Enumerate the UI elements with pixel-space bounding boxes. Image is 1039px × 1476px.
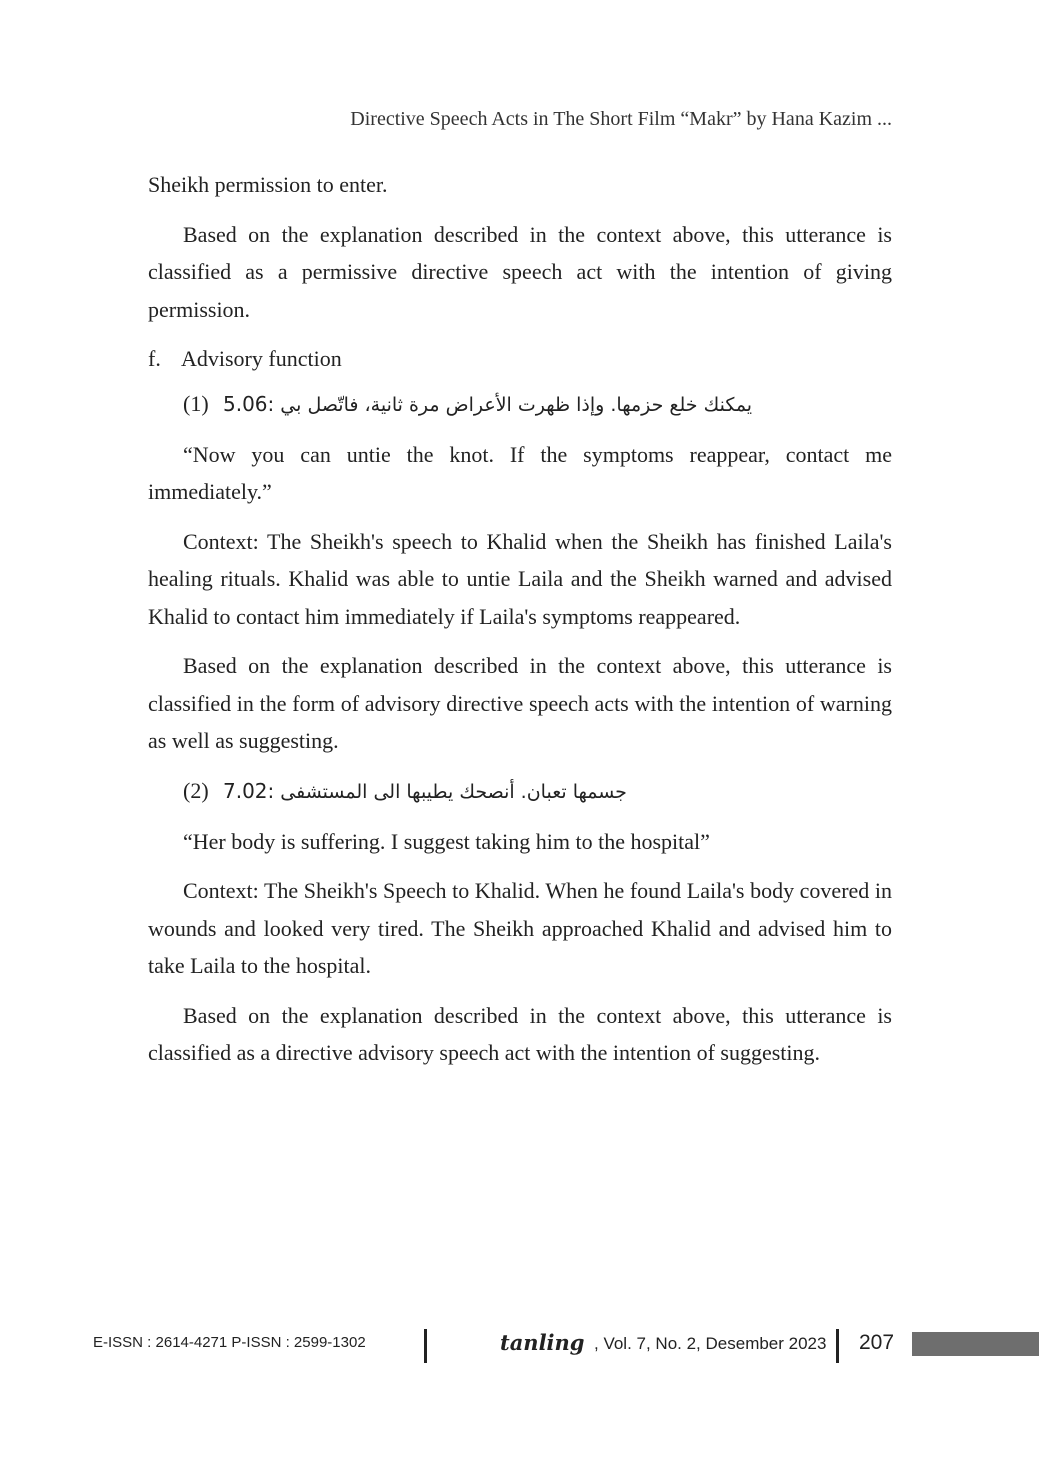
example-timestamp: 5.06: <box>223 391 275 416</box>
paragraph-continuation: Sheikh permission to enter. <box>148 172 388 197</box>
example-number: (1) <box>183 390 209 416</box>
subheading-label: Advisory function <box>181 346 342 371</box>
footer-bar <box>912 1332 1039 1356</box>
example-2 <box>183 772 892 811</box>
translation-1: “Now you can untie the knot. If the symptoms reappear, contact me immediately.” <box>148 441 892 504</box>
paragraph-conclusion-1: Based on the explanation described in the context above, this utterance is classified in the form of advisory directive speech acts with the intention of warning as well as suggesting. <box>148 653 892 753</box>
arabic-utterance: يمكنك خلع حزمها. وإذا ظهرت الأعراض مرة ثانية، فاتّصل بي <box>280 393 753 416</box>
example-1 <box>183 385 892 424</box>
footer-divider <box>836 1329 839 1363</box>
issn-text: E-ISSN : 2614-4271 P-ISSN : 2599-1302 <box>93 1334 366 1351</box>
paragraph-conclusion-permission: Based on the explanation described in the context above, this utterance is classified as a permissive directive speech act with the intention of giving permission. <box>148 221 892 322</box>
example-timestamp: 7.02: <box>223 778 275 803</box>
page-number: 207 <box>859 1331 895 1354</box>
running-head: Directive Speech Acts in The Short Film “Makr” by Hana Kazim ... <box>350 108 892 130</box>
page-footer <box>0 1326 1039 1366</box>
body-text <box>148 166 892 1084</box>
section-subheading <box>148 340 892 378</box>
translation-2: “Her body is suffering. I suggest taking him to the hospital” <box>183 828 710 854</box>
arabic-utterance: جسمها تعبان. أنصحك يطيبها الى المستشفى <box>280 780 627 803</box>
footer-divider <box>424 1329 427 1363</box>
context-1: Context: The Sheikh's speech to Khalid when the Sheikh has finished Laila's healing rituals. Khalid was able to untie Laila and the Sheikh warned and advised Khalid to contact him immediately if Laila's symptoms reappeared. <box>148 528 892 629</box>
journal-logo: tanling <box>500 1330 585 1355</box>
subheading-marker: f. <box>148 346 161 371</box>
context-2: Context: The Sheikh's Speech to Khalid. When he found Laila's body covered in wounds and looked very tired. The Sheikh approached Khalid and advised him to take Laila to the hospital. <box>148 878 892 978</box>
example-number: (2) <box>183 777 209 803</box>
volume-text: , Vol. 7, No. 2, Desember 2023 <box>594 1334 827 1353</box>
paragraph-conclusion-2: Based on the explanation described in the context above, this utterance is classified as a directive advisory speech act with the intention of suggesting. <box>148 1002 892 1065</box>
